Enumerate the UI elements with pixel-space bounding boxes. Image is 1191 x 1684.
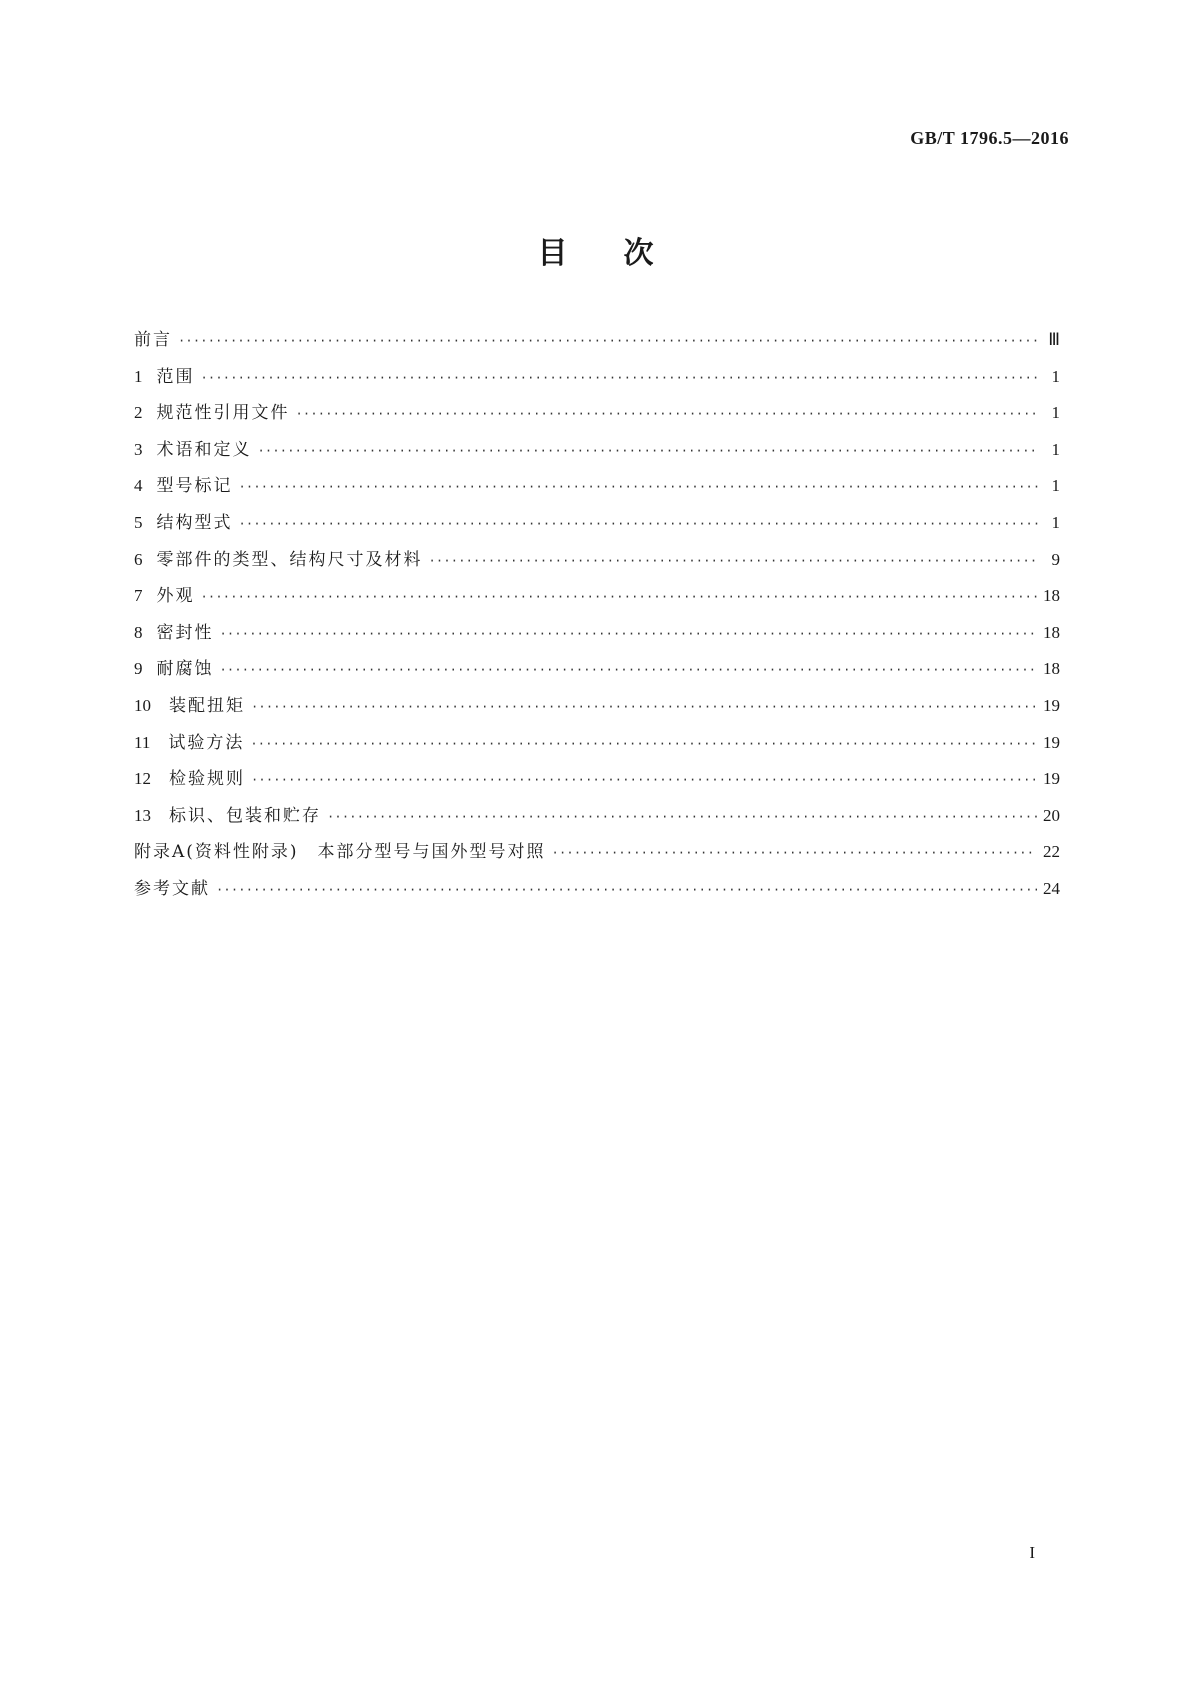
toc-leader-dots	[258, 444, 1041, 458]
table-of-contents	[134, 325, 1060, 911]
toc-entry-page: 19	[1043, 769, 1060, 789]
toc-entry-number: 3	[134, 439, 143, 459]
toc-leader-dots	[552, 846, 1037, 860]
toc-entry-number: 5	[134, 512, 143, 532]
toc-leader-dots	[250, 737, 1037, 751]
toc-entry-page: 1	[1051, 512, 1060, 532]
toc-leader-dots	[216, 883, 1037, 897]
toc-entry-number: 6	[134, 549, 143, 569]
toc-entry-1[interactable]	[134, 362, 1060, 399]
toc-entry-5[interactable]	[134, 508, 1060, 545]
toc-entry-title: 零部件的类型、结构尺寸及材料	[156, 549, 423, 570]
toc-entry-number: 11	[134, 732, 151, 752]
toc-entry-title: 检验规则	[169, 769, 245, 790]
toc-leader-dots	[251, 773, 1037, 787]
toc-entry-title: 附录A(资料性附录) 本部分型号与国外型号对照	[134, 842, 546, 863]
toc-entry-page: 1	[1051, 366, 1060, 386]
toc-leader-dots	[220, 627, 1038, 641]
toc-entry-title: 型号标记	[156, 476, 233, 497]
toc-leader-dots	[178, 334, 1040, 348]
toc-entry-12[interactable]	[134, 764, 1060, 801]
toc-entry-title: 耐腐蚀	[156, 659, 214, 680]
toc-entry-7[interactable]	[134, 581, 1060, 618]
page-number: I	[1029, 1543, 1035, 1562]
toc-entry-number: 9	[134, 659, 143, 679]
toc-entry-page: 20	[1043, 805, 1060, 825]
toc-entry-page: 1	[1051, 476, 1060, 496]
toc-entry-number: 2	[134, 403, 143, 423]
toc-entry-page: 18	[1043, 622, 1060, 642]
toc-entry-title: 密封性	[156, 622, 214, 643]
toc-leader-dots	[327, 810, 1037, 824]
toc-entry-9[interactable]	[134, 654, 1060, 691]
toc-entry-page: 24	[1043, 878, 1060, 898]
toc-entry-number: 1	[134, 366, 143, 386]
toc-entry-8[interactable]	[134, 618, 1060, 655]
toc-leader-dots	[220, 663, 1038, 677]
toc-entry-title: 规范性引用文件	[156, 403, 290, 424]
toc-entry-number: 12	[134, 769, 151, 789]
toc-entry-11[interactable]	[134, 728, 1060, 765]
toc-entry-page: 1	[1051, 439, 1060, 459]
toc-entry-number: 13	[134, 805, 151, 825]
toc-entry-title: 术语和定义	[156, 439, 252, 460]
toc-leader-dots	[201, 371, 1041, 385]
toc-entry-page: 18	[1043, 586, 1060, 606]
toc-entry-page: 19	[1043, 732, 1060, 752]
toc-entry-page: 22	[1043, 842, 1060, 862]
toc-leader-dots	[201, 590, 1038, 604]
toc-entry-title: 外观	[156, 586, 195, 607]
toc-entry-title: 标识、包装和贮存	[169, 805, 321, 826]
toc-entry-title: 试验方法	[168, 732, 245, 753]
toc-entry-number: 4	[134, 476, 143, 496]
toc-entry-4[interactable]	[134, 471, 1060, 508]
toc-leader-dots	[251, 700, 1037, 714]
toc-entry-number: 7	[134, 586, 143, 606]
toc-leader-dots	[239, 517, 1041, 531]
toc-entry-page: 1	[1051, 403, 1060, 423]
toc-entry-title: 范围	[156, 366, 195, 387]
toc-entry-page: 19	[1043, 695, 1060, 715]
toc-entry-page: Ⅲ	[1048, 330, 1060, 349]
toc-entry-title: 装配扭矩	[169, 695, 245, 716]
toc-leader-dots	[429, 554, 1041, 568]
toc-entry-6[interactable]	[134, 545, 1060, 582]
toc-entry-number: 8	[134, 622, 143, 642]
toc-entry-page: 9	[1051, 549, 1060, 569]
toc-leader-dots	[239, 480, 1041, 494]
page-title: 目次	[537, 236, 710, 271]
toc-entry-10[interactable]	[134, 691, 1060, 728]
toc-entry-3[interactable]	[134, 435, 1060, 472]
toc-entry-2[interactable]	[134, 398, 1060, 435]
toc-entry-annex-a[interactable]	[134, 837, 1060, 874]
toc-entry-number: 10	[134, 695, 151, 715]
toc-entry-title: 结构型式	[156, 512, 233, 533]
toc-entry-13[interactable]	[134, 801, 1060, 838]
toc-leader-dots	[296, 407, 1041, 421]
standard-number: GB/T 1796.5—2016	[910, 128, 1069, 148]
toc-entry-page: 18	[1043, 659, 1060, 679]
toc-entry-foreword[interactable]	[134, 325, 1060, 362]
toc-entry-bibliography[interactable]	[134, 874, 1060, 911]
toc-entry-title: 前言	[134, 330, 172, 350]
toc-entry-title: 参考文献	[134, 878, 210, 899]
